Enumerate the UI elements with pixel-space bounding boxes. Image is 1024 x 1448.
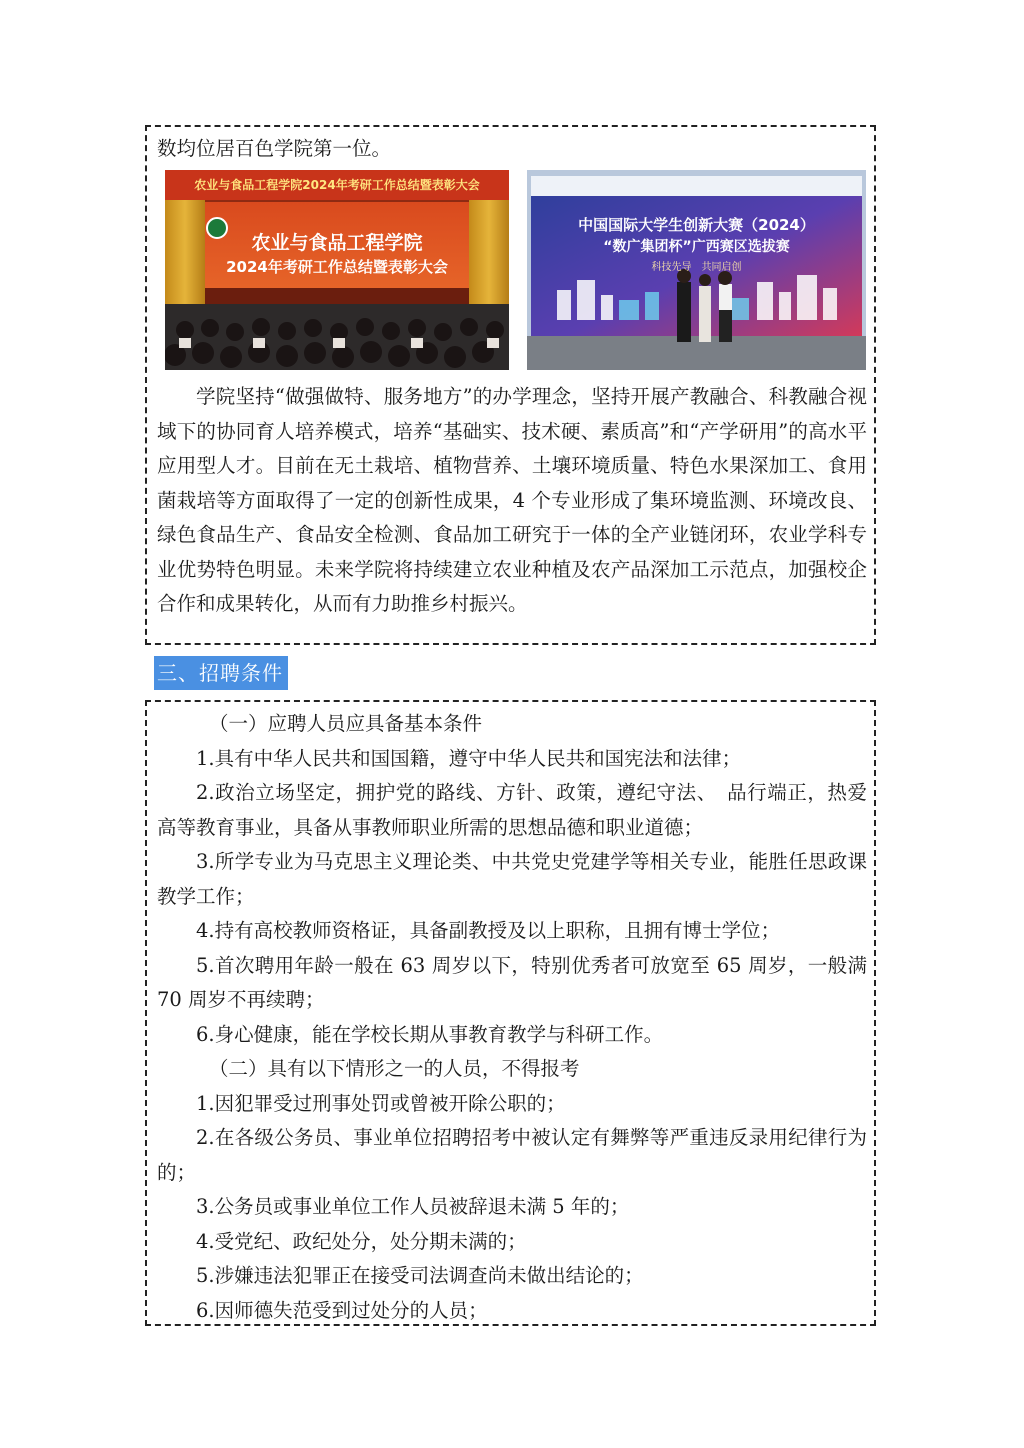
content-box-conditions	[145, 700, 876, 1326]
continuation-text: 数均位居百色学院第一位。	[157, 137, 392, 160]
basic-condition-item: 1.具有中华人民共和国国籍，遵守中华人民共和国宪法和法律；	[196, 746, 742, 770]
college-paragraph: 学院坚持“做强做特、服务地方”的办学理念，坚持开展产教融合、科教融合视域下的协同育人培养模式，培养“基础实、技术硬、素质高”和“产学研用”的高水平应用型人才。目前在无土栽培、植物营养、土壤环境质量、特色水果深加工、食用菌栽培等方面取得了一定的创新性成果，4 个专业形成了集环境监测、环境改良、绿色食品生产、食品安全检测、食品加工研究于一体的全产业链闭环，农业学科专业优势特色明显。未来学院将持续建立农业种植及农产品深加工示范点，加强校企合作和成果转化，从而有力助推乡村振兴。	[157, 385, 867, 615]
meeting-photo	[165, 170, 509, 370]
disqualification-item: 3.公务员或事业单位工作人员被辞退未满 5 年的；	[196, 1195, 630, 1218]
competition-slogan: 科技先导 共同启创	[651, 262, 742, 273]
disqualification-item: 5.涉嫌违法犯罪正在接受司法调查尚未做出结论的；	[196, 1264, 644, 1287]
meeting-banner-line1: 农业与食品工程学院	[251, 232, 423, 254]
basic-condition-item: 2.政治立场坚定，拥护党的路线、方针、政策，遵纪守法、 品行端正，热爱高等教育事业，具备从事教师职业所需的思想品德和职业道德；	[157, 781, 867, 839]
disqualification-item: 1.因犯罪受过刑事处罚或曾被开除公职的；	[196, 1091, 566, 1115]
basic-condition-item: 5.首次聘用年龄一般在 63 周岁以下，特别优秀者可放宽至 65 周岁，一般满 70 周岁不再续聘；	[157, 953, 867, 1011]
competition-title-line2: “数广集团杯”广西赛区选拔赛	[603, 239, 790, 255]
basic-condition-item: 4.持有高校教师资格证，具备副教授及以上职称，且拥有博士学位；	[196, 919, 781, 942]
conditions-list	[157, 707, 867, 1328]
content-box-top	[145, 125, 876, 645]
basic-condition-item: 3.所学专业为马克思主义理论类、中共党史党建学等相关专业，能胜任思政课教学工作；	[157, 850, 867, 908]
disqualification-item: 2.在各级公务员、事业单位招聘招考中被认定有舞弊等严重违反录用纪律行为的；	[157, 1126, 867, 1184]
section-heading-recruitment-conditions: 三、招聘条件	[154, 656, 288, 690]
disqualification-item: 6.因师德失范受到过处分的人员；	[196, 1298, 488, 1322]
basic-condition-item: 6.身心健康，能在学校长期从事教育教学与科研工作。	[196, 1022, 664, 1046]
meeting-banner-top: 农业与食品工程学院2024年考研工作总结暨表彰大会	[194, 178, 480, 192]
competition-photo	[527, 170, 866, 370]
competition-title-line1: 中国国际大学生创新大赛（2024）	[578, 216, 815, 234]
disqualification-item: 4.受党纪、政纪处分，处分期未满的；	[196, 1229, 527, 1253]
subheading-basic-conditions: （一）应聘人员应具备基本条件	[209, 712, 483, 735]
meeting-banner-line2: 2024年考研工作总结暨表彰大会	[226, 258, 448, 276]
subheading-disqualifications: （二）具有以下情形之一的人员，不得报考	[209, 1057, 580, 1080]
